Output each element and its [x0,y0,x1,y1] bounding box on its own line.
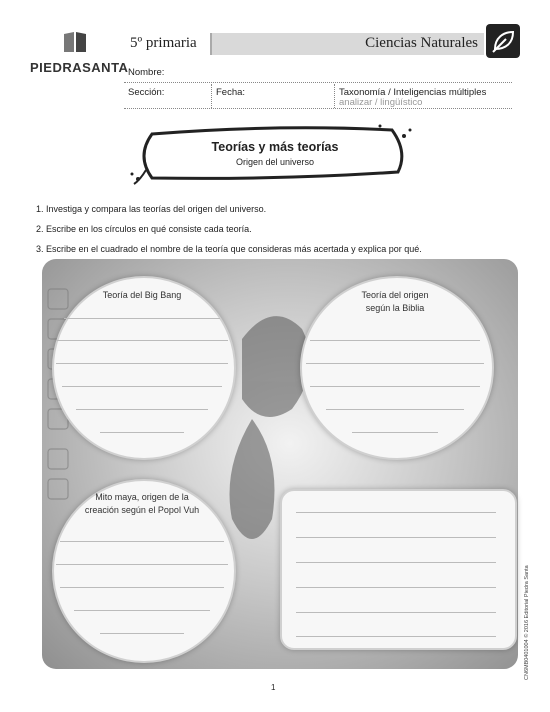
writing-line[interactable] [326,409,464,410]
circle-popol-vuh-title-line2: creación según el Popol Vuh [84,505,200,515]
instruction-1: 1. Investiga y compara las teorías del origen del universo. [36,204,267,214]
circle-biblia-title-line2: según la Biblia [365,303,425,313]
page-number: 1 [271,683,276,692]
taxonomy-label: Taxonomía / Inteligencias múltiples [339,87,487,98]
answer-box[interactable] [280,489,517,650]
name-label: Nombre: [128,67,165,78]
section-line [124,108,512,109]
instruction-3: 3. Escribe en el cuadrado el nombre de la teoría que consideras más acertada y explica por qué. [36,244,422,254]
book-logo-icon [62,30,88,54]
circle-big-bang-title: Teoría del Big Bang [102,290,182,300]
title-banner [130,122,420,188]
writing-line[interactable] [62,386,222,387]
writing-line[interactable] [100,633,184,634]
writing-line[interactable] [310,386,480,387]
writing-line[interactable] [60,587,224,588]
writing-line[interactable] [296,612,496,613]
writing-line[interactable] [56,363,228,364]
writing-line[interactable] [296,587,496,588]
writing-line[interactable] [56,564,228,565]
grade-label: 5º primaria [130,35,197,51]
writing-line[interactable] [74,610,210,611]
writing-line[interactable] [296,562,496,563]
worksheet-subtitle: Origen del universo [235,157,315,167]
writing-line[interactable] [64,318,220,319]
leaf-icon [486,24,520,58]
writing-line[interactable] [76,409,208,410]
writing-line[interactable] [296,512,496,513]
worksheet-title: Teorías y más teorías [211,140,339,154]
writing-line[interactable] [306,363,484,364]
writing-line[interactable] [296,636,496,637]
writing-line[interactable] [60,541,224,542]
writing-line[interactable] [296,537,496,538]
separator [334,84,335,108]
writing-line[interactable] [100,432,184,433]
name-line[interactable] [124,82,512,83]
taxonomy-values: analizar / lingüístico [339,97,423,108]
circle-biblia-title-line1: Teoría del origen [361,290,429,300]
separator [211,84,212,108]
writing-line[interactable] [310,340,480,341]
subject-label: Ciencias Naturales [365,35,478,51]
writing-line[interactable] [56,340,228,341]
circle-popol-vuh-title-line1: Mito maya, origen de la [95,492,189,502]
writing-line[interactable] [352,432,438,433]
date-label: Fecha: [216,87,246,98]
section-label: Sección: [128,87,165,98]
brand-logo-text: PIEDRASANTA [30,60,129,75]
copyright-code: CN6MB0401004 © 2016 Editorial Piedra Santa [524,565,530,680]
instruction-2: 2. Escribe en los círculos en qué consiste cada teoría. [36,224,252,234]
